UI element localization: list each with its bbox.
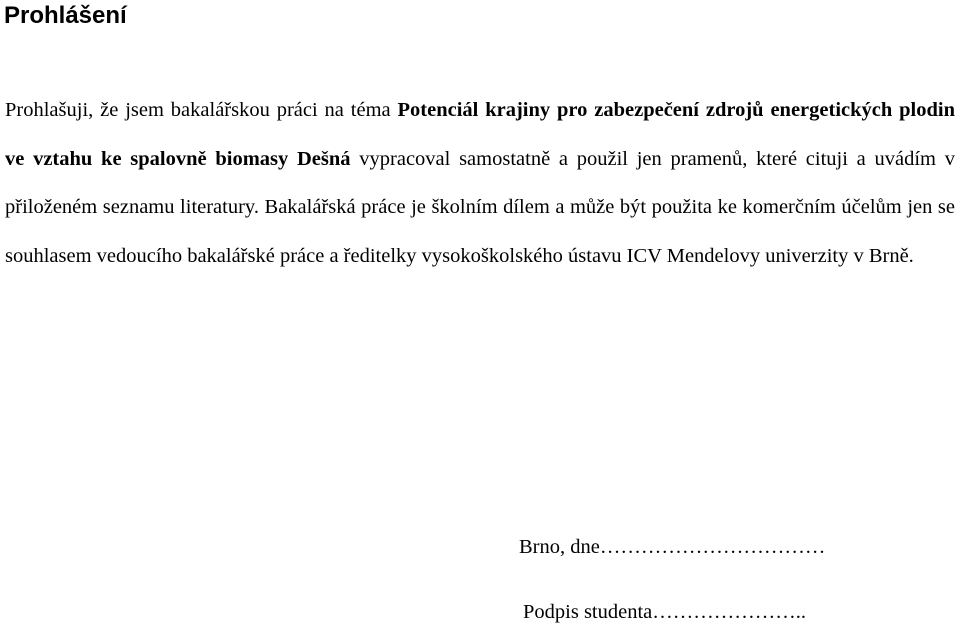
signature-line: Podpis studenta…………………..	[523, 601, 807, 623]
thesis-title: Potenciál krajiny pro zabezpečení zdrojů energetických plodin ve vztahu ke spalovně biomasy Dešná	[5, 99, 955, 170]
declaration-paragraph	[5, 86, 955, 280]
page-title: Prohlášení	[4, 2, 127, 29]
declaration-intro: Prohlašuji, že jsem bakalářskou práci na téma	[5, 99, 398, 121]
place-date-line: Brno, dne……………………………	[519, 536, 826, 558]
declaration-body: vypracoval samostatně a použil jen pramenů, které cituji a uvádím v přiloženém seznamu literatury. Bakalářská práce je školním dílem a může být použita ke komerčním účelům jen se souhlasem vedoucího bakalářské práce a ředitelky vysokoškolského ústavu ICV Mendelovy univerzity v Brně.	[5, 147, 955, 267]
